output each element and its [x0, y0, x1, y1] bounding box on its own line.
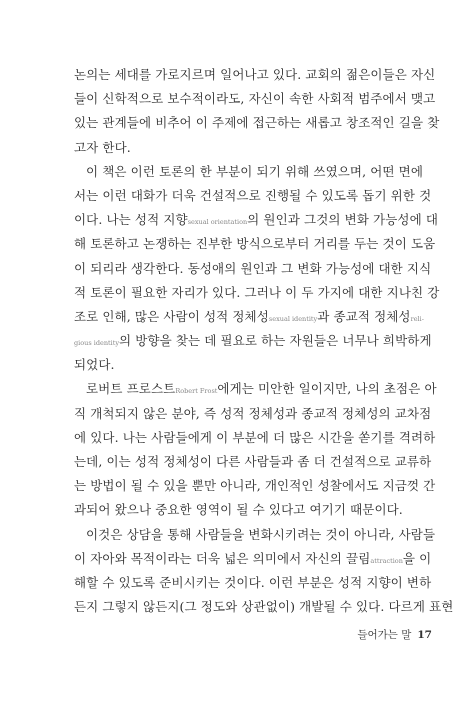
text-line [74, 232, 454, 256]
text-run: 조로 인해, 많은 사람이 성적 정체성 [74, 308, 269, 324]
text-line [74, 595, 454, 619]
text-line [74, 184, 454, 208]
body-text [74, 63, 454, 619]
text-run: 는데, 이는 성적 정체성이 다른 사람들과 좀 더 건설적으로 교류하 [74, 454, 432, 469]
running-header: 들어가는 말 [357, 629, 412, 641]
text-line [74, 547, 454, 571]
paragraph [74, 523, 454, 620]
text-line [74, 474, 454, 498]
text-run: 의 원인과 그것의 변화 가능성에 대 [247, 212, 438, 228]
text-run: 을 이 [402, 550, 432, 566]
text-line [74, 208, 454, 232]
text-run: 든지 그렇지 않든지(그 정도와 상관없이) 개발될 수 있다. 다르게 표현 [74, 599, 454, 615]
text-line [74, 305, 454, 329]
text-run: 되었다. [74, 357, 115, 373]
text-line [74, 571, 454, 595]
page-footer [357, 627, 432, 642]
paragraph [74, 160, 454, 378]
text-run: 적 토론이 필요한 자리가 있다. 그러나 이 두 가지에 대한 지나친 강 [74, 284, 440, 300]
text-line [74, 523, 454, 547]
text-line [74, 377, 454, 401]
text-run: 이 되리라 생각한다. 동성애의 원인과 그 변화 가능성에 대한 지식 [74, 260, 432, 276]
text-run: 직 개척되지 않은 분야, 즉 성적 정체성과 종교적 정체성의 교차점 [74, 405, 432, 421]
text-run: 과 종교적 정체성 [317, 308, 411, 324]
text-line [74, 136, 454, 160]
text-line [74, 426, 454, 450]
english-gloss: gious identity [74, 339, 119, 348]
text-line [74, 281, 454, 305]
english-gloss: Robert Frost [175, 387, 218, 396]
text-run: 는 방법이 될 수 있을 뿐만 아니라, 개인적인 성찰에서도 지금껏 간 [74, 478, 436, 494]
text-run: 논의는 세대를 가로지르며 일어나고 있다. 교회의 젊은이들은 자신 [74, 67, 436, 82]
text-run: 해 토론하고 논쟁하는 진부한 방식으로부터 거리를 두는 것이 도움 [74, 236, 436, 252]
text-run: 과되어 왔으나 중요한 영역이 될 수 있다고 여기기 때문이다. [74, 502, 403, 518]
text-line [74, 63, 454, 87]
text-run: 들이 신학적으로 보수적이라도, 자신이 속한 사회적 범주에서 맺고 [74, 91, 436, 107]
text-run: 에 있다. 나는 사람들에게 이 부분에 더 많은 시간을 쏟기를 격려하 [74, 429, 436, 445]
text-line [74, 87, 454, 111]
english-gloss: reli- [410, 314, 424, 323]
english-gloss: sexual identity [268, 314, 318, 323]
text-line [74, 353, 454, 377]
text-line [74, 160, 454, 184]
text-line [74, 402, 454, 426]
text-run: 이 자아와 목적이라는 더욱 넓은 의미에서 자신의 끌림 [74, 550, 371, 566]
text-line [74, 498, 454, 522]
page-number: 17 [417, 629, 432, 641]
text-run: 로버트 프로스트 [86, 381, 176, 397]
english-gloss: sexual orientation [187, 218, 248, 227]
text-run: 있는 관계들에 비추어 이 주제에 접근하는 새롭고 창조적인 길을 찾 [74, 115, 440, 131]
text-run: 이다. 나는 성적 지향 [74, 212, 188, 228]
text-run: 이것은 상담을 통해 사람들을 변화시키려는 것이 아니라, 사람들 [86, 526, 436, 542]
text-run: 의 방향을 찾는 데 필요로 하는 자원들은 너무나 희박하게 [119, 333, 432, 349]
paragraph [74, 377, 454, 522]
paragraph [74, 63, 454, 160]
english-gloss: attraction [370, 556, 403, 565]
text-run: 고자 한다. [74, 139, 131, 155]
text-line [74, 329, 454, 353]
text-run: 해할 수 있도록 준비시키는 것이다. 이런 부분은 성적 지향이 변하 [74, 574, 432, 590]
text-line [74, 111, 454, 135]
text-run: 이 책은 이런 토론의 한 부분이 되기 위해 쓰였으며, 어떤 면에 [86, 163, 424, 179]
text-line [74, 450, 454, 474]
text-line [74, 257, 454, 281]
text-run: 서는 이런 대화가 더욱 건설적으로 진행될 수 있도록 돕기 위한 것 [74, 187, 432, 203]
text-run: 에게는 미안한 일이지만, 나의 초점은 아 [217, 381, 437, 397]
